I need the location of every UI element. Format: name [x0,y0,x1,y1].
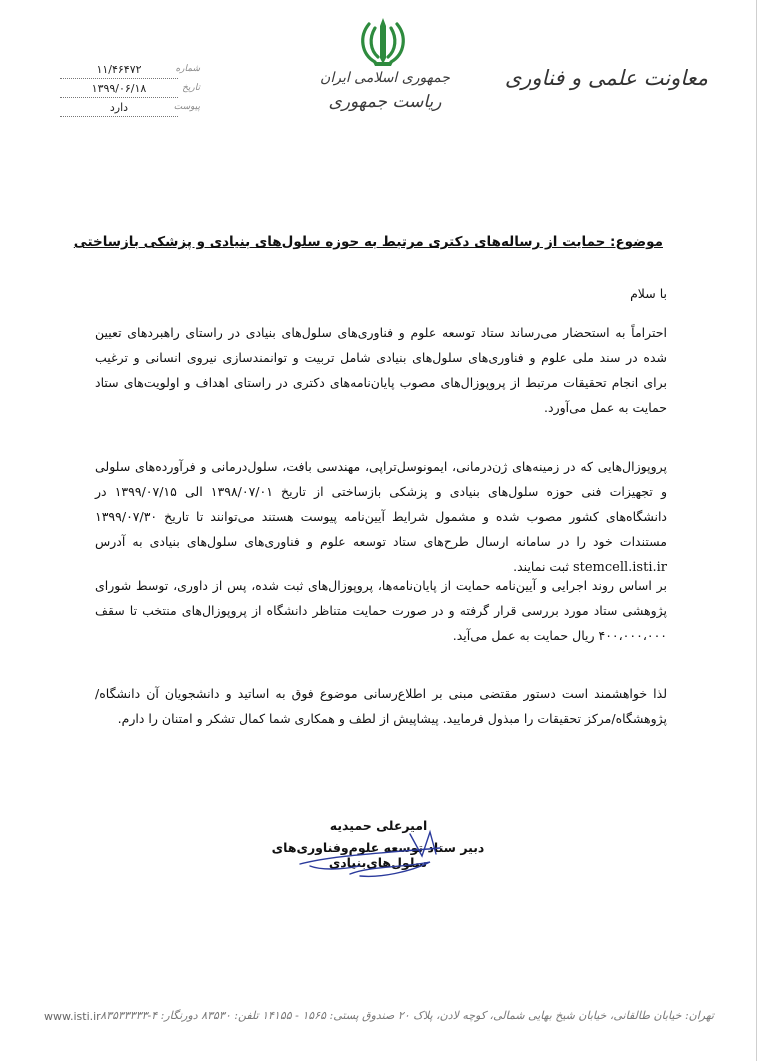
website-link[interactable]: www.isti.ir [44,1010,101,1023]
letter-date-label: تاریخ [182,83,200,93]
paragraph-2 [95,454,667,580]
paragraph-4-text: لذا خواهشمند است دستور مقتضی مبنی بر اطلاع‌رسانی موضوع فوق به اساتید و دانشجویان آن دانشگاه/پژوهشگاه/مرکز تحقیقات را مبذول فرمایید. پیشاپیش از لطف و همکاری شما کمال تشکر و امتنان را دارم. [95,686,667,726]
paragraph-1 [95,320,667,420]
signatory-title: دبیر ستاد توسعه علوم‌وفناوری‌های سلول‌های‌بنیادی [271,840,485,870]
letter-meta [60,62,200,119]
meta-attachment [60,100,200,119]
paragraph-2-before: پروپوزال‌هایی که در زمینه‌های ژن‌درمانی، ایمونوسل‌تراپی، مهندسی بافت، سلول‌درمانی و فرآورده‌های سلولی و تجهیزات فنی حوزه سلول‌های بنیادی و پزشکی بازساختی از تاریخ ۱۳۹۸/۰۷/۰۱ الی ۱۳۹۹/۰۷/۱۵ در دانشگاه‌های کشور مصوب شده و مشمول شرایط آیین‌نامه پیوست هستند می‌توانند تا تاریخ ۱۳۹۹/۰۷/۳۰ مستندات خود را در سامانه ارسال طرح‌های ستاد توسعه علوم و فناوری‌های سلول‌های بنیادی به آدرس [95,459,668,549]
iran-emblem-icon [355,14,411,70]
letter-number-label: شماره [175,64,200,74]
letter-date: ۱۳۹۹/۰۶/۱۸ [60,81,178,98]
republic-title: جمهوری اسلامی ایران [320,70,450,86]
meta-date [60,81,200,100]
letter-footer [44,1006,714,1028]
meta-number [60,62,200,81]
paragraph-4 [95,681,667,731]
letter-subject: موضوع: حمایت از رساله‌های دکتری مرتبط به حوزه سلول‌های بنیادی و پزشکی بازساختی [73,234,663,250]
paragraph-1-text: احتراماً به استحضار می‌رساند ستاد توسعه علوم و فناوری‌های سلول‌های بنیادی در راستای راهبردهای تعیین شده در سند ملی علوم و فناوری‌های سلول‌های بنیادی شامل تربیت و توانمندسازی نیروی انسانی و ترغیب برای انجام تحقیقات مرتبط از پروپوزال‌های مصوب پایان‌نامه‌های دکتری در راستای اهداف و اولویت‌های ستاد حمایت به عمل می‌آورد. [95,325,667,415]
vice-presidency-title: معاونت علمی و فناوری [504,66,708,90]
portal-address: stemcell.isti.ir [572,560,667,575]
paragraph-3-text: بر اساس روند اجرایی و آیین‌نامه حمایت از پایان‌نامه‌ها، پروپوزال‌های ثبت شده، پس از داوری، توسط شورای پژوهشی ستاد مورد بررسی قرار گرفته و در صورت حمایت متناظر دانشگاه از پروپوزال‌های منتخب تا سقف ۴۰۰،۰۰۰،۰۰۰ ریال حمایت به عمل می‌آید. [95,578,667,643]
presidency-title: ریاست جمهوری [328,92,442,112]
paragraph-3 [95,573,667,648]
signatory-name: امیرعلی حمیدیه [329,818,428,833]
page-edge [756,0,757,1061]
attachment-status: دارد [60,100,178,117]
letter-number: ۱۱/۴۶۴۷۲ [60,62,178,79]
attachment-label: پیوست [173,102,200,112]
handwritten-signature [290,826,460,886]
header-center [300,70,470,112]
postal-address: تهران: خیابان طالقانی، خیابان شیخ بهایی شمالی، کوچه لادن، پلاک ۲۰ صندوق پستی: ۱۵۶۵ - ۱۴۱۵۵ تلفن: ۸۳۵۳۰ دورنگار: ۴-۸۳۵۳۳۳۳۳ [100,1009,714,1022]
paragraph-2-text [95,454,667,580]
paragraph-2-after: ثبت نمایند. [513,559,569,574]
greeting: با سلام [630,286,667,301]
